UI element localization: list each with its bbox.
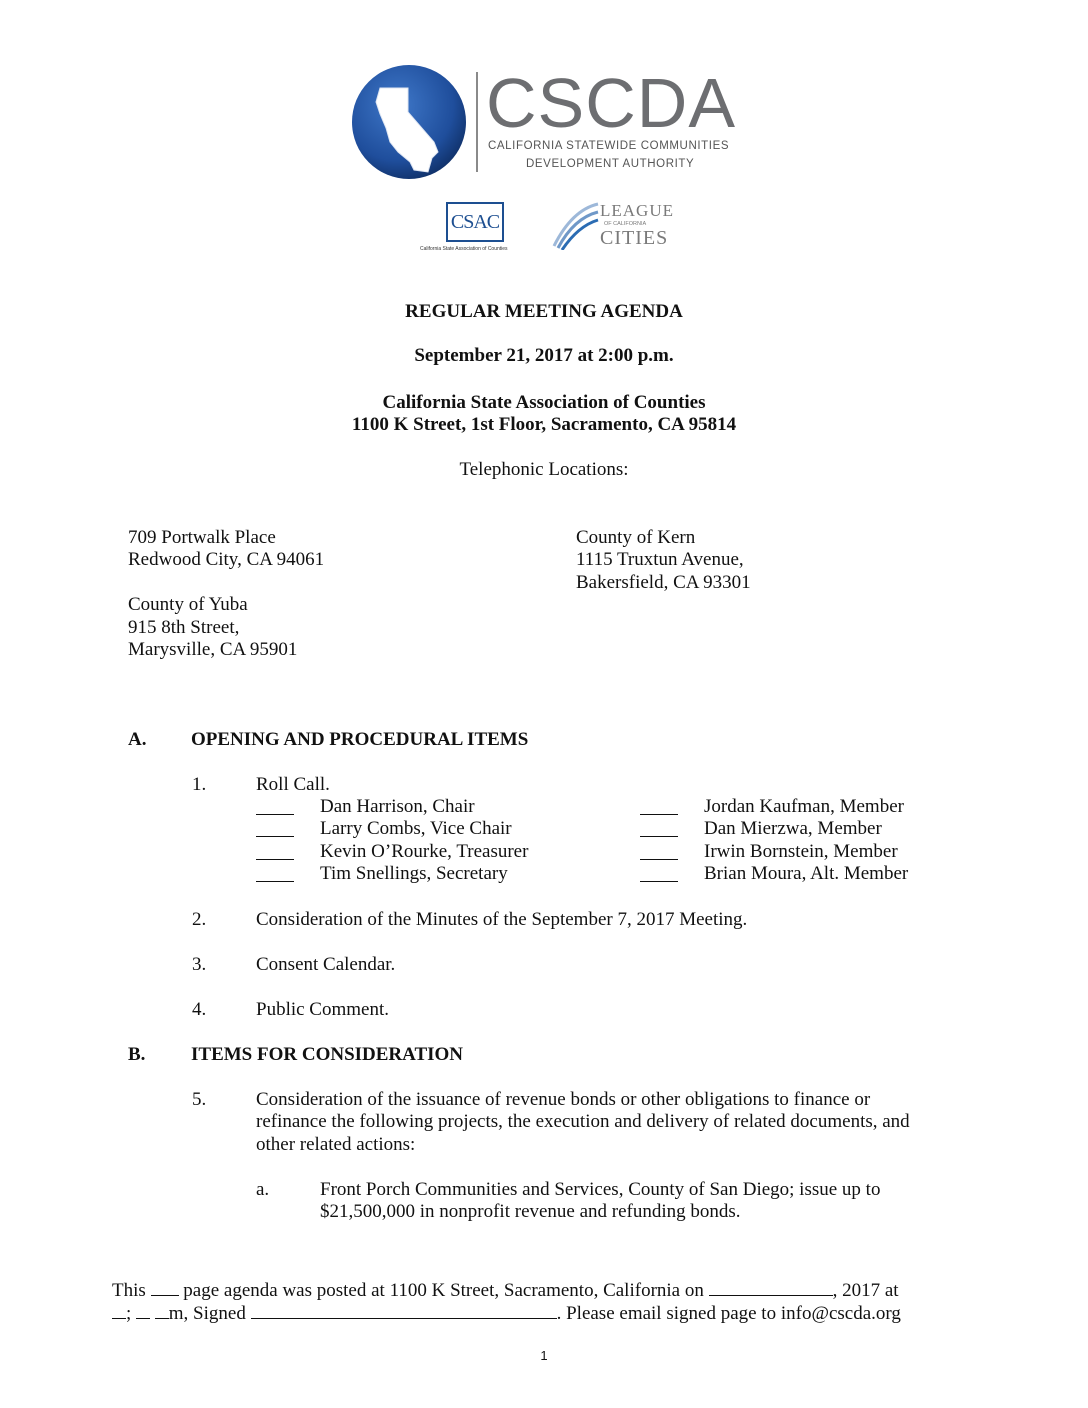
ampm-blank[interactable] bbox=[155, 1302, 169, 1319]
cscda-logo bbox=[340, 60, 760, 180]
roll-call-checkbox[interactable] bbox=[640, 814, 678, 815]
roll-call-name: Jordan Kaufman, Member bbox=[704, 796, 904, 817]
roll-call-name: Kevin O’Rourke, Treasurer bbox=[320, 841, 529, 862]
league-text-3: CITIES bbox=[600, 227, 669, 249]
roll-call-name: Dan Harrison, Chair bbox=[320, 796, 475, 817]
hour-blank[interactable] bbox=[112, 1302, 126, 1319]
posting-date-blank[interactable] bbox=[709, 1279, 833, 1296]
league-text-2: OF CALIFORNIA bbox=[604, 221, 647, 227]
roll-call-checkbox[interactable] bbox=[256, 814, 294, 815]
cscda-wordmark: CSCDA bbox=[486, 64, 737, 142]
roll-call-checkbox[interactable] bbox=[256, 881, 294, 882]
roll-call-name: Larry Combs, Vice Chair bbox=[320, 818, 512, 839]
roll-call-name: Tim Snellings, Secretary bbox=[320, 863, 508, 884]
roll-call-checkbox[interactable] bbox=[640, 859, 678, 860]
roll-call-checkbox[interactable] bbox=[256, 836, 294, 837]
league-text-1: LEAGUE bbox=[600, 201, 674, 220]
csac-logo bbox=[420, 200, 540, 256]
cscda-subtitle-1: CALIFORNIA STATEWIDE COMMUNITIES bbox=[488, 140, 730, 152]
cscda-subtitle-2: DEVELOPMENT AUTHORITY bbox=[526, 158, 695, 170]
venue-address: 1100 K Street, 1st Floor, Sacramento, CA 95814 bbox=[351, 414, 737, 435]
roll-call-checkbox[interactable] bbox=[640, 836, 678, 837]
california-seal-icon bbox=[346, 62, 476, 186]
telephonic-label: Telephonic Locations: bbox=[459, 459, 629, 480]
roll-call-name: Dan Mierzwa, Member bbox=[704, 818, 882, 839]
roll-call-name: Irwin Bornstein, Member bbox=[704, 841, 898, 862]
csac-caption: California State Association of Counties bbox=[420, 246, 508, 252]
roll-call-name: Brian Moura, Alt. Member bbox=[704, 863, 909, 884]
minute-blank[interactable] bbox=[136, 1302, 150, 1319]
logo-divider bbox=[476, 72, 478, 172]
signature-blank[interactable] bbox=[251, 1302, 557, 1319]
league-of-cities-logo bbox=[552, 200, 682, 254]
agenda-title: REGULAR MEETING AGENDA bbox=[405, 301, 683, 322]
meeting-datetime: September 21, 2017 at 2:00 p.m. bbox=[414, 345, 674, 366]
page-number: 1 bbox=[540, 1348, 548, 1363]
csac-mark: CSAC bbox=[446, 202, 504, 242]
league-swoosh-icon bbox=[552, 200, 600, 250]
roll-call-checkbox[interactable] bbox=[256, 859, 294, 860]
page-count-blank[interactable] bbox=[151, 1279, 179, 1296]
venue-name: California State Association of Counties bbox=[382, 392, 706, 413]
roll-call-checkbox[interactable] bbox=[640, 881, 678, 882]
